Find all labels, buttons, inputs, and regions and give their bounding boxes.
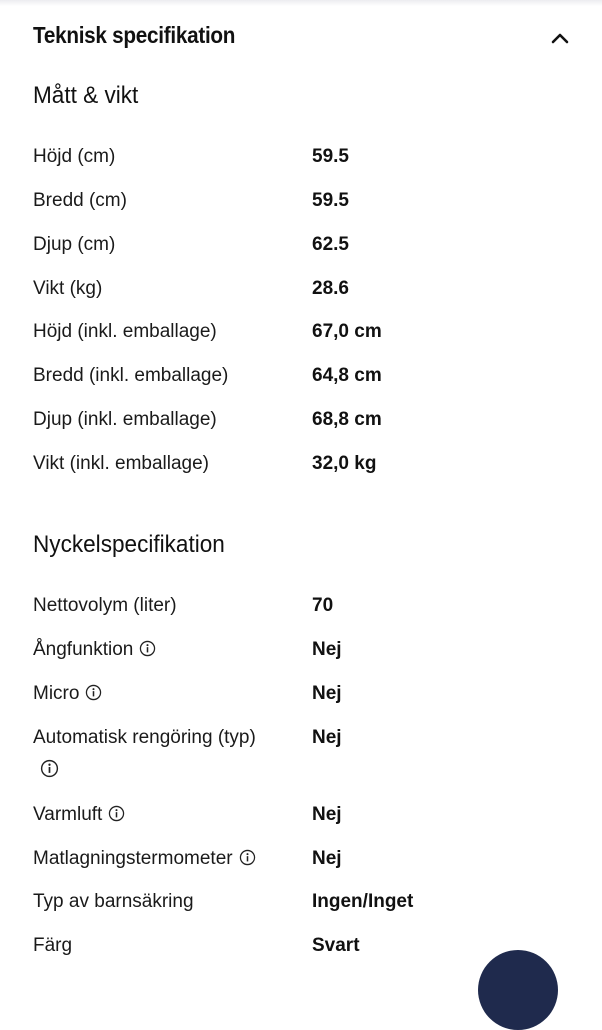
- spec-value: 59.5: [312, 146, 349, 167]
- spec-value: 32,0 kg: [312, 453, 377, 474]
- spec-value: 28.6: [312, 278, 349, 299]
- spec-value: 67,0 cm: [312, 321, 382, 342]
- section-title-dimensions: Mått & vikt: [33, 82, 139, 109]
- spec-label: Micro: [33, 683, 80, 704]
- spec-value: Nej: [312, 639, 342, 660]
- info-icon[interactable]: [40, 759, 59, 778]
- spec-label: Djup (inkl. emballage): [33, 409, 217, 430]
- spec-label: Färg: [33, 935, 73, 956]
- spec-value: 70: [312, 595, 334, 616]
- spec-label: Höjd (cm): [33, 146, 116, 167]
- spec-value: Nej: [312, 804, 342, 825]
- chat-button[interactable]: [478, 950, 558, 1030]
- spec-label: Vikt (kg): [33, 278, 103, 299]
- spec-value: 64,8 cm: [312, 365, 382, 386]
- spec-title: Teknisk specifikation: [33, 22, 236, 48]
- spec-value: Ingen/Inget: [312, 891, 414, 912]
- spec-value: 62.5: [312, 234, 349, 255]
- spec-value: 59.5: [312, 190, 349, 211]
- spec-label: Ångfunktion: [33, 639, 134, 660]
- info-icon[interactable]: [108, 805, 125, 822]
- info-icon[interactable]: [239, 849, 256, 866]
- section-title-key-specs: Nyckelspecifikation: [33, 531, 225, 558]
- spec-label: Bredd (cm): [33, 190, 127, 211]
- spec-label: Varmluft: [33, 804, 103, 825]
- spec-label: Bredd (inkl. emballage): [33, 365, 229, 386]
- spec-value: Nej: [312, 727, 342, 748]
- spec-label: Typ av barnsäkring: [33, 891, 194, 912]
- spec-value: Nej: [312, 683, 342, 704]
- spec-label: Matlagningstermometer: [33, 848, 233, 869]
- spec-label: Höjd (inkl. emballage): [33, 321, 217, 342]
- collapse-button[interactable]: [544, 24, 576, 52]
- info-icon[interactable]: [139, 640, 156, 657]
- spec-label: Automatisk rengöring (typ): [33, 727, 256, 748]
- spec-header[interactable]: [0, 18, 602, 58]
- spec-value: 68,8 cm: [312, 409, 382, 430]
- spec-label: Vikt (inkl. emballage): [33, 453, 210, 474]
- info-icon[interactable]: [85, 684, 102, 701]
- spec-label: Djup (cm): [33, 234, 116, 255]
- chevron-up-icon: [551, 32, 569, 44]
- spec-label: Nettovolym (liter): [33, 595, 177, 616]
- spec-value: Svart: [312, 935, 360, 956]
- top-shadow: [0, 0, 602, 6]
- spec-value: Nej: [312, 848, 342, 869]
